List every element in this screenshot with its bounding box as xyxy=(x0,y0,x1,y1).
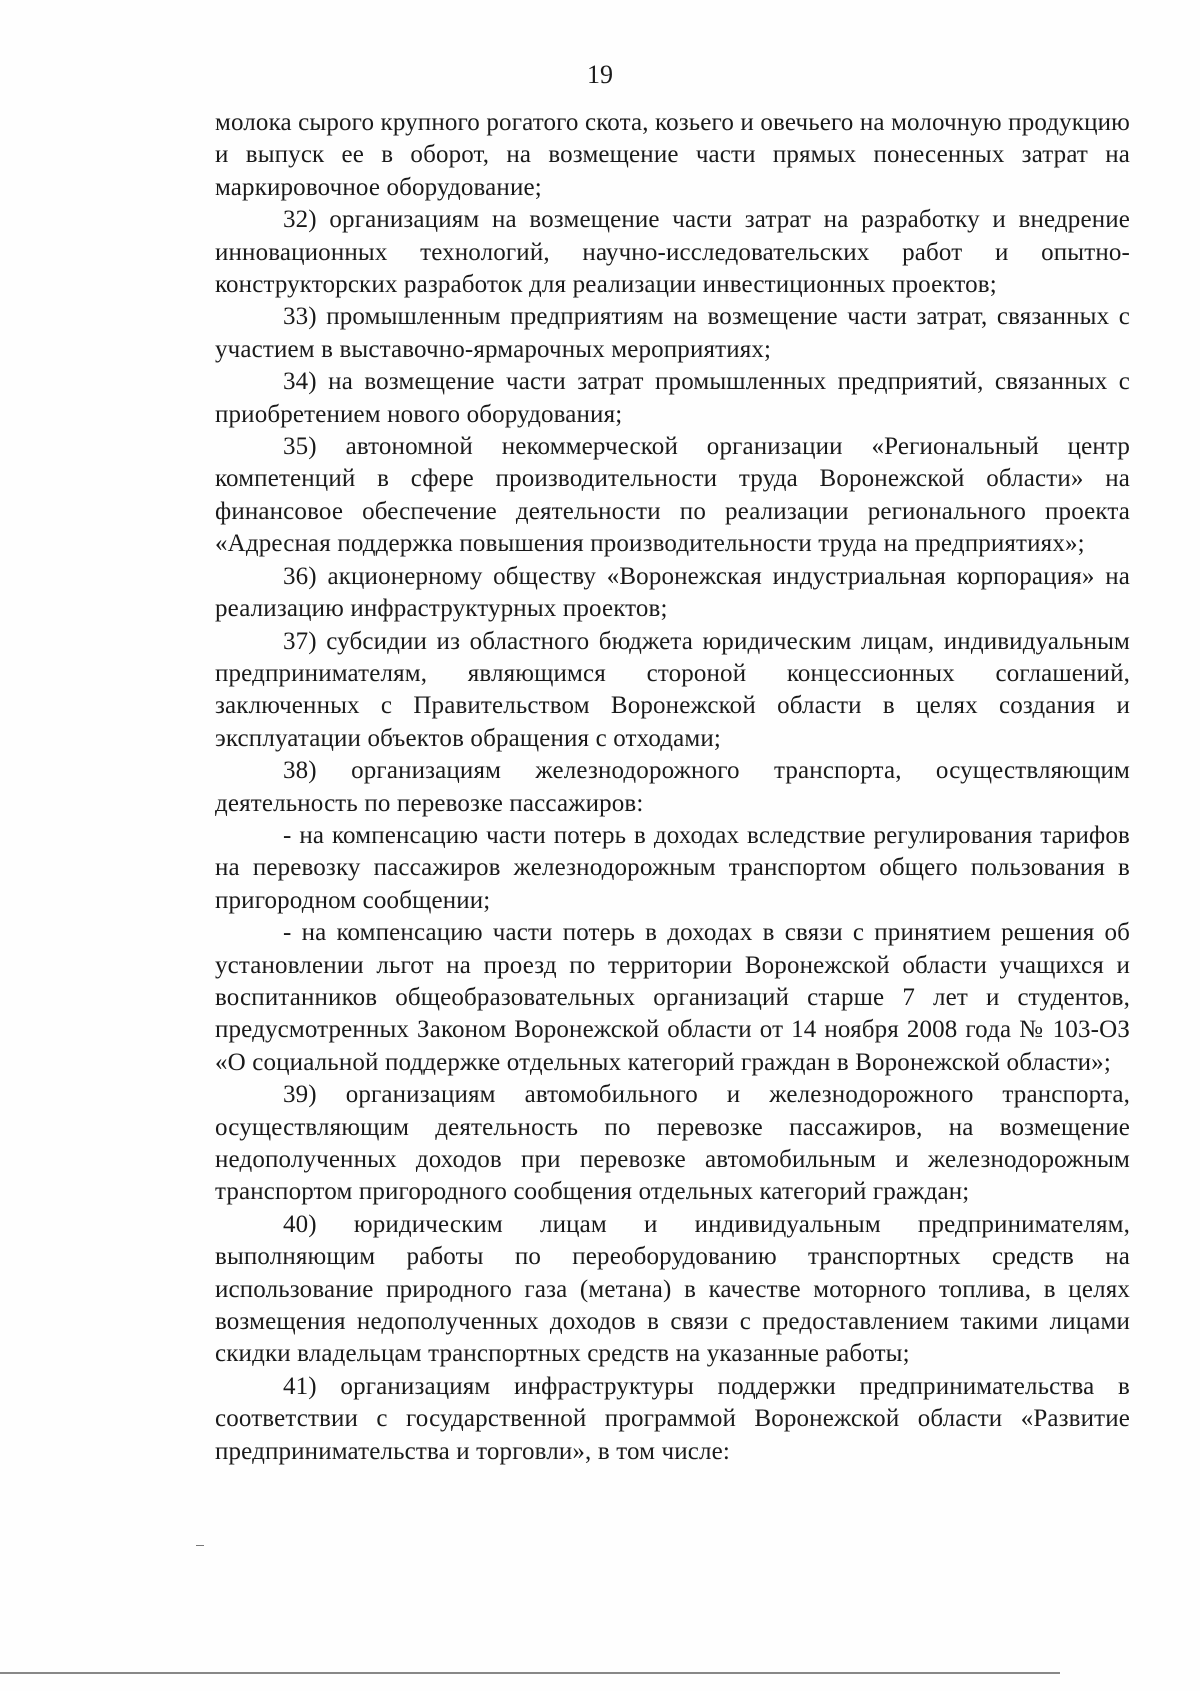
paragraph-item-36: 36) акционерному обществу «Воронежская индустриальная корпорация» на реализацию инфраструктурных проектов; xyxy=(215,562,1130,623)
scan-artifact-mark xyxy=(196,1545,204,1546)
paragraph-item-35: 35) автономной некоммерческой организации «Региональный центр компетенций в сфере производительности труда Воронежской области» на финансовое обеспечение деятельности по реализации регионального проекта «Адресная поддержка повышения производительности труда на предприятиях»; xyxy=(215,433,1130,558)
paragraph-continuation: молока сырого крупного рогатого скота, козьего и овечьего на молочную продукцию и выпуск ее в оборот, на возмещение части прямых понесенных затрат на маркировочное оборудование; xyxy=(215,109,1130,201)
paragraph-item-38: 38) организациям железнодорожного транспорта, осуществляющим деятельность по перевозке пассажиров: xyxy=(215,757,1130,817)
paragraph-item-38-dash-1: - на компенсацию части потерь в доходах вследствие регулирования тарифов на перевозку пассажиров железнодорожным транспортом общего пользования в пригородном сообщении; xyxy=(215,821,1130,914)
paragraph-item-37: 37) субсидии из областного бюджета юридическим лицам, индивидуальным предпринимателям, являющимся стороной концессионных соглашений, заключенных с Правительством Воронежской области в целях создания и эксплуатации объектов обращения с отходами; xyxy=(215,627,1130,752)
paragraph-item-32: 32) организациям на возмещение части затрат на разработку и внедрение инновационных технологий, научно-исследовательских работ и опытно-конструкторских разработок для реализации инвестиционных проектов; xyxy=(215,206,1130,299)
paragraph-item-33: 33) промышленным предприятиям на возмещение части затрат, связанных с участием в выставочно-ярмарочных мероприятиях; xyxy=(215,303,1130,363)
paragraph-item-39: 39) организациям автомобильного и железнодорожного транспорта, осуществляющим деятельность по перевозке пассажиров, на возмещение недополученных доходов при перевозке автомобильным и железнодорожным транспортом пригородного сообщения отдельных категорий граждан; xyxy=(215,1081,1130,1206)
page-number: 19 xyxy=(587,60,613,89)
paragraph-item-41: 41) организациям инфраструктуры поддержки предпринимательства в соответствии с государственной программой Воронежской области «Развитие предпринимательства и торговли», в том числе: xyxy=(215,1372,1130,1465)
document-body xyxy=(215,107,1130,1468)
paragraph-item-38-dash-2: - на компенсацию части потерь в доходах в связи с принятием решения об установлении льгот на проезд по территории Воронежской области учащихся и воспитанников общеобразовательных организаций старше 7 лет и студентов, предусмотренных Законом Воронежской области от 14 ноября 2008 года № 103-ОЗ «О социальной поддержке отдельных категорий граждан в Воронежской области»; xyxy=(215,919,1130,1076)
paragraph-item-34: 34) на возмещение части затрат промышленных предприятий, связанных с приобретением нового оборудования; xyxy=(215,368,1130,428)
scan-bottom-edge xyxy=(0,1672,1060,1674)
paragraph-item-40: 40) юридическим лицам и индивидуальным предпринимателям, выполняющим работы по переоборудованию транспортных средств на использование природного газа (метана) в качестве моторного топлива, в целях возмещения недополученных доходов в связи с предоставлением такими лицами скидки владельцам транспортных средств на указанные работы; xyxy=(215,1210,1130,1368)
